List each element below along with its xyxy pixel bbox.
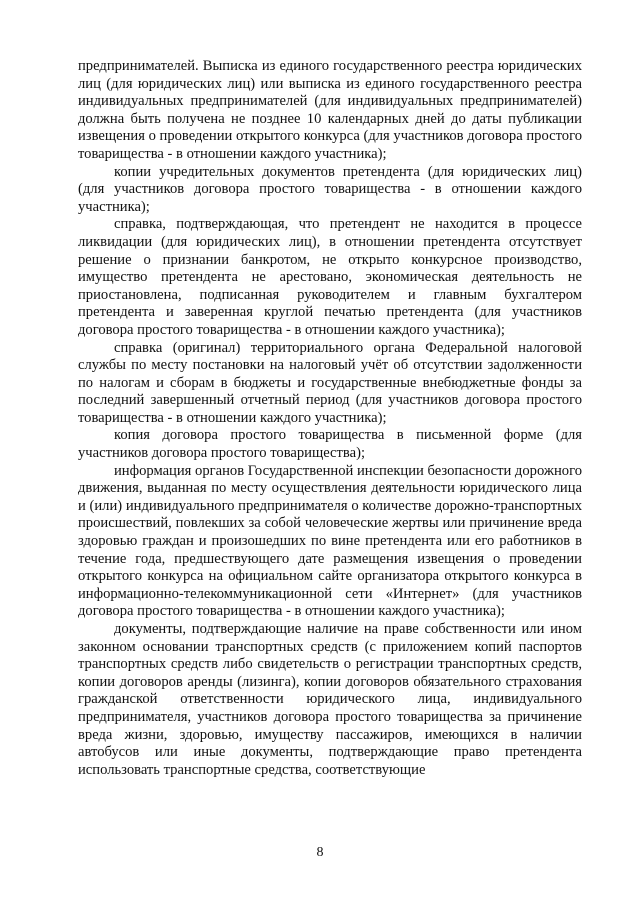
paragraph-tax-certificate: справка (оригинал) территориального органа Федеральной налоговой службы по месту постановки на налоговый учёт об отсутствии задолженности по налогам и сборам в бюджеты и государственные внебюджетные фонды за последний завершенный отчетный период (для участников договора простого товарищества - в отношении каждого участника); <box>78 339 582 426</box>
paragraph-vehicle-documents: документы, подтверждающие наличие на праве собственности или ином законном основании транспортных средств (с приложением копий паспортов транспортных средств либо свидетельств о регистрации транспортных средств, копии договоров аренды (лизинга), копии договоров обязательного страхования гражданской ответственности юридического лица, индивидуального предпринимателя, участников договора простого товарищества за причинение вреда жизни, здоровью, имуществу пассажиров, имеющихся в наличии автобусов или иные документы, подтверждающие право претендента использовать транспортные средства, соответствующие <box>78 621 582 778</box>
page-number: 8 <box>316 845 324 860</box>
paragraph-continuation: предпринимателей. Выписка из единого государственного реестра юридических лиц (для юридических лиц) или выписка из единого государственного реестра индивидуальных предпринимателей (для индивидуальных предпринимателей) должна быть получена не позднее 10 календарных дней до даты публикации извещения о проведении открытого конкурса (для участников договора простого товарищества - в отношении каждого участника); <box>78 58 582 162</box>
paragraph-partnership-agreement: копия договора простого товарищества в письменной форме (для участников договора простого товарищества); <box>78 427 582 462</box>
paragraph-traffic-inspection-info: информация органов Государственной инспекции безопасности дорожного движения, выданная по месту осуществления деятельности юридического лица и (или) индивидуального предпринимателя о количестве дорожно-транспортных происшествий, повлекших за собой человеческие жертвы или причинение вреда здоровью граждан и произошедших по вине претендента или его работников в течение года, предшествующего дате размещения извещения о проведении открытого конкурса на официальном сайте организатора открытого конкурса в информационно-телекоммуникационной сети «Интернет» (для участников договора простого товарищества - в отношении каждого участника); <box>78 462 582 620</box>
document-body <box>78 58 582 779</box>
paragraph-liquidation-certificate: справка, подтверждающая, что претендент не находится в процессе ликвидации (для юридических лиц), в отношении претендента отсутствует решение о признании банкротом, не открыто конкурсное производство, имущество претендента не арестовано, экономическая деятельность не приостановлена, подписанная руководителем и главным бухгалтером претендента и заверенная круглой печатью претендента (для участников договора простого товарищества - в отношении каждого участника); <box>78 216 582 338</box>
paragraph-founding-documents: копии учредительных документов претендента (для юридических лиц) (для участников договора простого товарищества - в отношении каждого участника); <box>78 163 582 215</box>
